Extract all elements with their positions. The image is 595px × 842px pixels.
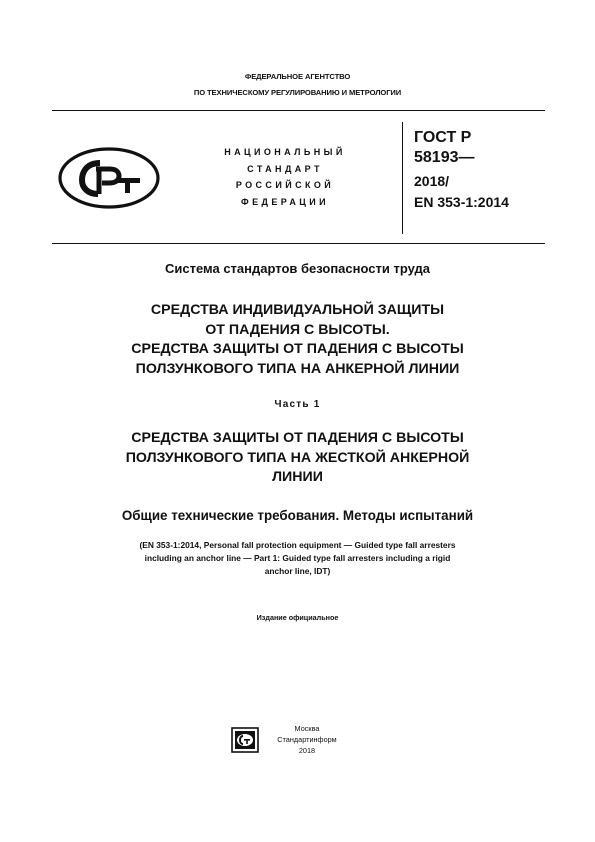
- designation-line-3: 2018/: [414, 173, 450, 189]
- part-title-line: ПОЛЗУНКОВОГО ТИПА НА ЖЕСТКОЙ АНКЕРНОЙ: [125, 449, 470, 466]
- national-line-1: НАЦИОНАЛЬНЫЙ: [224, 147, 346, 157]
- agency-line-1: ФЕДЕРАЛЬНОЕ АГЕНТСТВО: [244, 72, 351, 81]
- standartinform-logo-icon: [231, 727, 259, 753]
- publisher-name: Стандартинформ: [277, 735, 337, 744]
- standard-designation: [414, 128, 509, 212]
- publisher-info: [270, 723, 344, 756]
- main-title-line: СРЕДСТВА ИНДИВИДУАЛЬНОЙ ЗАЩИТЫ: [150, 302, 445, 318]
- main-title: [40, 301, 555, 379]
- agency-line-2: ПО ТЕХНИЧЕСКОМУ РЕГУЛИРОВАНИЮ И МЕТРОЛОГИИ: [193, 88, 402, 97]
- main-title-line: ОТ ПАДЕНИЯ С ВЫСОТЫ.: [205, 321, 390, 338]
- part-title-line: ЛИНИИ: [272, 469, 323, 485]
- system-title: Система стандартов безопасности труда: [165, 261, 430, 276]
- en-reference-line: including an anchor line — Part 1: Guided type fall arresters including a rigid: [144, 553, 451, 563]
- part-title-line: СРЕДСТВА ЗАЩИТЫ ОТ ПАДЕНИЯ С ВЫСОТЫ: [131, 430, 464, 446]
- designation-line-2: 58193—: [414, 149, 475, 166]
- en-reference: [40, 539, 555, 578]
- top-rule: [52, 110, 545, 111]
- national-line-2: СТАНДАРТ: [247, 163, 323, 174]
- national-line-3: РОССИЙСКОЙ: [235, 180, 335, 190]
- national-standard-label: [205, 144, 365, 210]
- vertical-divider: [402, 122, 403, 234]
- publisher-year: 2018: [298, 746, 316, 755]
- national-line-4: ФЕДЕРАЦИИ: [241, 196, 329, 207]
- en-reference-line: (EN 353-1:2014, Personal fall protection equipment — Guided type fall arresters: [139, 540, 456, 550]
- edition-label: Издание официальное: [256, 613, 339, 622]
- designation-line-1: ГОСТ Р: [414, 129, 472, 146]
- main-title-line: СРЕДСТВА ЗАЩИТЫ ОТ ПАДЕНИЯ С ВЫСОТЫ: [131, 341, 464, 357]
- general-subtitle: Общие технические требования. Методы испытаний: [121, 508, 474, 523]
- en-reference-line: anchor line, IDT): [264, 566, 331, 576]
- publisher-city: Москва: [294, 724, 320, 733]
- gost-r-logo-icon: [58, 147, 160, 209]
- part-label: Часть 1: [274, 399, 321, 410]
- bottom-rule: [52, 243, 545, 244]
- part-title: [40, 429, 555, 488]
- main-title-line: ПОЛЗУНКОВОГО ТИПА НА АНКЕРНОЙ ЛИНИИ: [135, 360, 460, 377]
- designation-line-4: EN 353-1:2014: [414, 194, 509, 210]
